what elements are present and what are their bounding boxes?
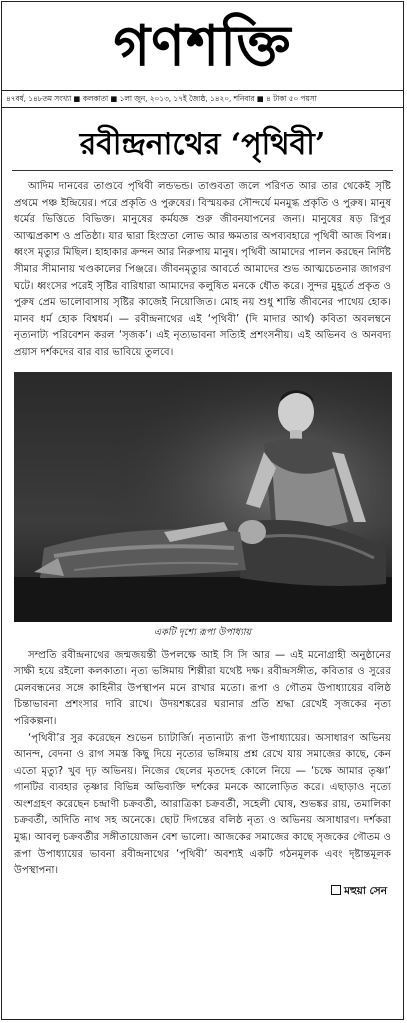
paragraph-intro: আদিম দানবের তাণ্ডবে পৃথিবী লন্ডভন্ড। তাণ্ডবতা জলে পরিণত আর তার থেকেই সৃষ্টি প্রথমে পঞ্চ ইন্দ্রিয়ের। পরে প্রকৃতি ও পুরুষের। বিস্ময়কর সৌন্দর্যে মনমুগ্ধ প্রকৃতি ও পুরুষ। মানুষ ধর্মের ভিত্তিতে বিভিক্ত। মানুষের কর্মযজ্ঞ শুরু জীবনযাপনের জন্য। মানুষের ষড় রিপুর আত্মপ্রকাশ ও প্রতিষ্ঠা। যার দ্বারা হিংস্রতা লোভ আর ক্ষমতার অপব্যবহারে পৃথিবী আজ বিপন্ন। ধ্বংস মৃত্যুর মিছিল। হাহাকার ক্রন্দন আর নিরুপায় মানুষ। পৃথিবী আমাদের পালন করছেন নির্দিষ্ট সীমার সীমানায় খণ্ডকালের পিঞ্জরে। জীবনমৃত্যুর আবর্তে আমাদের শুভ আত্মচেতনার জাগরণ ঘটে। ধ্বংসের পরেই সৃষ্টির বারিধারা আমাদের কলুষিত মনকে ধৌত করে। সুন্দর মুহূর্তে প্রকৃত ও পুরুষ প্রেম ভালোবাসায় সৃষ্টির কাজেই নিয়োজিত। মোহ নয় শুধু শান্তি জীবনের পাথেয় হোক। মানব ধর্ম হোক বিশ্বধর্ম। — রবীন্দ্রনাথের এই ‘পৃথিবী’ (দি মাদার আর্থ) কবিতা অবলম্বনে নৃত্যনাট্য পরিবেশন করল ‘সৃজক’। এই নৃত্যভাবনা সত্যিই প্রশংসনীয়। এই অভিনব ও অনবদ্য প্রয়াস দর্শকদের বার বার ভাবিয়ে তুলবে। [14, 181, 391, 358]
byline [2, 884, 387, 901]
photo-caption: একটি দৃশ্যে রূপা উপাধ্যায় [153, 626, 252, 638]
article-headline: রবীন্দ্রনাথের ‘পৃথিবী’ [79, 127, 326, 162]
newspaper-name: গণশক্তি [113, 13, 292, 79]
author-name: মহুয়া সেন [344, 884, 387, 897]
newspaper-clipping [1, 1, 404, 1020]
paragraph-review: ‘পৃথিবী’র সুর করেছেন শুভেন চ্যাটার্জি। নৃত্যনাট্য রূপা উপাধ্যায়ের। অসাধারণ অভিনয় আনন্দ, বেদনা ও রাগ সমস্ত কিছু দিয়ে নৃত্যের ভঙ্গিমায় প্রশ্ন রেখে যায় সমাজের কাছে, কেন এতো মৃত্যু? খুব দৃঢ় অভিনয়। নিজের ছেলের মৃতদেহ কোলে নিয়ে — ‘চক্ষে আমার তৃষ্ণা’ গানটির ব্যবহার তৃষ্ণার বিভিন্ন অভিব্যক্তি দর্শকের মনকে আলোড়িত করে। এছাড়াও নৃত্যে অংশগ্রহণ করেছেন চন্দ্রাণী চক্রবর্তী, আরাত্রিকা চক্রবর্তী, সহেলী ঘোষ, শুভঙ্কর রায়, তমালিকা চক্রবর্তী, অদিতি নাথ সহ অনেকে। ছোট দিগন্তের বলিষ্ঠ নৃত্য ও অভিনয় অসাধারণ। দর্শকরা মুগ্ধ। আবলু চক্রবর্তীর সঙ্গীতায়োজন বেশ ভালো। আজকের সমাজের কাছে সৃজকের গৌতম ও রূপা উপাধ্যায়ের ভাবনা রবীন্দ্রনাথের ‘পৃথিবী’ অবশ্যই একটি গঠনমূলক এবং দৃষ্টান্তমূলক উপস্থাপনা। [14, 732, 392, 877]
article-body-bottom [14, 648, 391, 880]
article-body-top [14, 179, 391, 362]
dateline: ৪৭বর্ষ, ১৪৮তম সংখ্যা ■ কলকাতা ■ ১লা জুন, ২০১৩, ১৭ই জ্যৈষ্ঠ, ১৪২০, শনিবার ■ ৪ টাকা ৫০ পয়সা [2, 90, 403, 108]
byline-box-icon [331, 885, 341, 895]
dance-photo [14, 372, 392, 622]
paragraph-event: সম্প্রতি রবীন্দ্রনাথের জন্মজয়ন্তী উপলক্ষে আই সি সি আর — এই মনোগ্রাহী অনুষ্ঠানের সাক্ষী হয়ে রইলো কলকাতা। নৃত্য ভঙ্গিমায় শিল্পীরা যথেষ্ট দক্ষ। রবীন্দ্রসঙ্গীত, কবিতার ও সুরের মেলবন্ধনের সঙ্গে কাহিনীর উপস্থাপন মনে রাখার মতো। রূপা ও গৌতম উপাধ্যায়ের বলিষ্ঠ চিন্তাভাবনা প্রশংসার দাবি রাখে। উদয়শঙ্করের ঘরানার প্রতি শ্রদ্ধা রেখেই সৃজকের নৃত্য পরিকল্পনা। [14, 649, 391, 727]
masthead [2, 2, 403, 90]
headline-box [12, 120, 393, 171]
